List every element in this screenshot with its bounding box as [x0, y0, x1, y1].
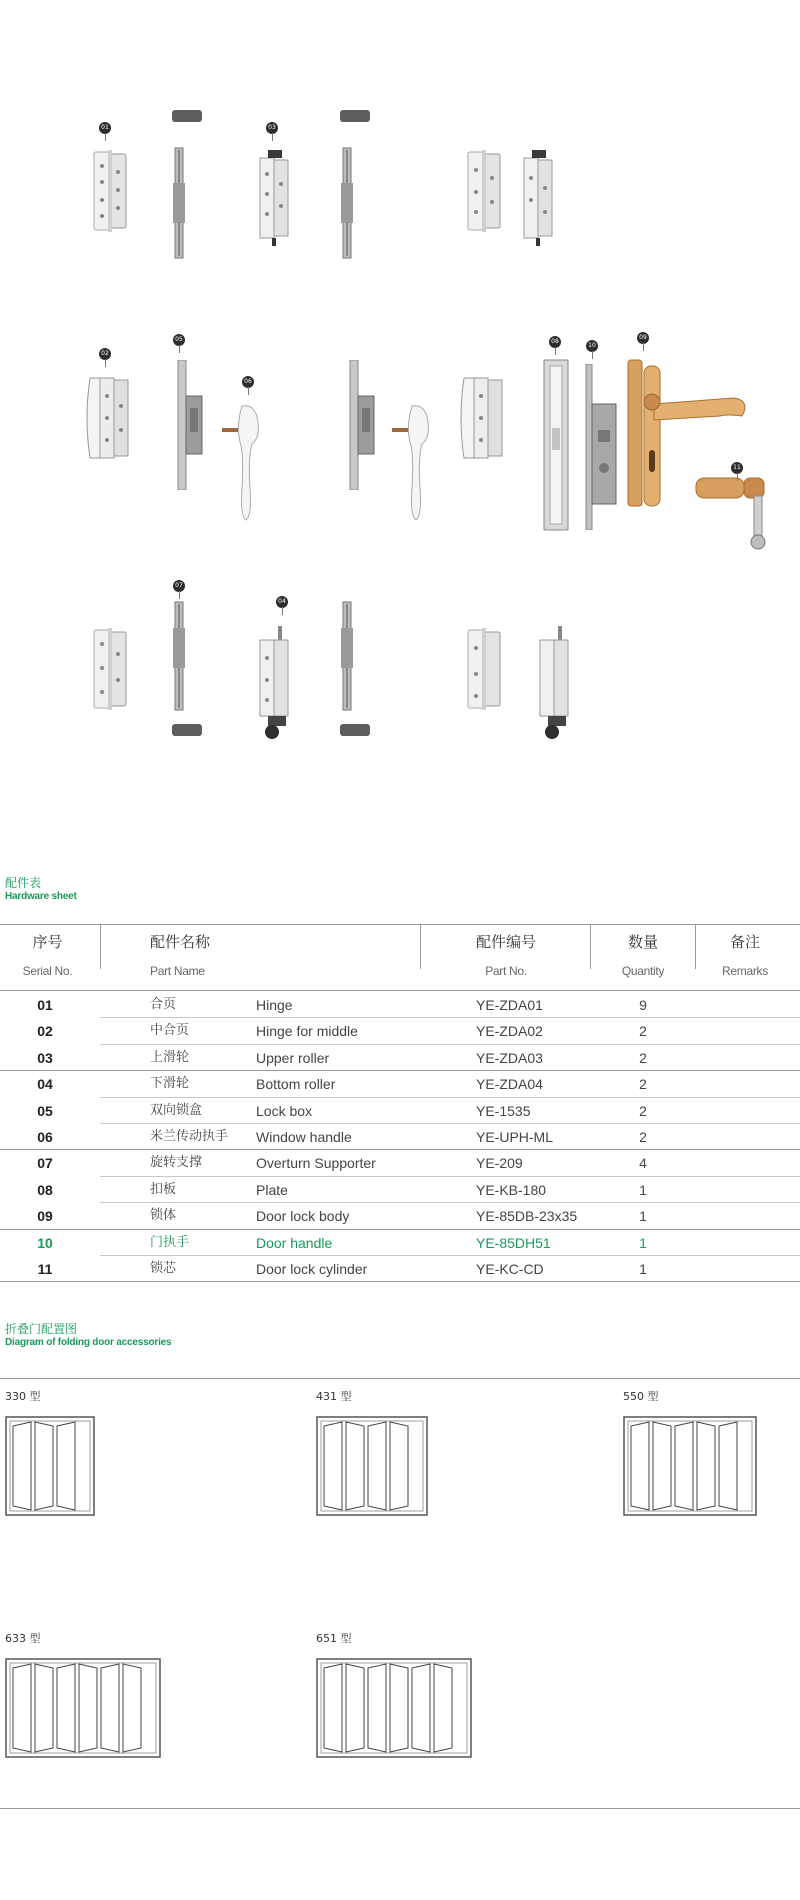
- door-frame-drawing: [5, 1416, 97, 1518]
- part-name-en-cell: Door lock cylinder: [256, 1261, 368, 1277]
- serial-cell: 07: [37, 1155, 53, 1172]
- plate-image: [542, 358, 572, 532]
- diagram-label: 550 型: [623, 1390, 659, 1403]
- column-header-quantity-cn: 数量: [627, 933, 658, 951]
- quantity-cell: 2: [639, 1076, 647, 1093]
- door-panel: [390, 1664, 408, 1752]
- column-header-part-name-en: Part Name: [150, 964, 205, 978]
- door-panel: [346, 1664, 364, 1752]
- door-panel: [13, 1422, 31, 1510]
- table-row: [0, 1071, 800, 1097]
- callout-07: 07: [173, 580, 185, 592]
- quantity-cell: 2: [639, 1023, 647, 1040]
- part-no-cell: YE-209: [476, 1155, 523, 1172]
- part-name-en-cell: Hinge: [256, 997, 293, 1013]
- quantity-cell: 2: [639, 1049, 647, 1066]
- lock-rod-image: [168, 108, 208, 260]
- lock-box-image: [340, 360, 380, 490]
- callout-09: 09: [637, 332, 649, 344]
- quantity-cell: 1: [639, 1208, 647, 1225]
- door-panel: [35, 1422, 53, 1510]
- column-header-part-name: [150, 932, 210, 979]
- part-name-cn-cell: 下滑轮: [150, 1076, 190, 1092]
- bottom-roller-image: [254, 626, 298, 742]
- serial-cell: 05: [37, 1102, 53, 1119]
- upper-roller-image: [518, 150, 558, 246]
- part-no-cell: YE-85DH51: [476, 1234, 551, 1251]
- hinge-image: [92, 150, 130, 232]
- middle-hinge-image: [84, 372, 132, 464]
- table-top-rule: [0, 924, 800, 925]
- part-name-cn-cell: 门执手: [150, 1234, 190, 1250]
- door-panel: [697, 1422, 715, 1510]
- table-row: [0, 1150, 800, 1176]
- part-name-en-cell: Plate: [256, 1181, 288, 1198]
- column-header-serial-cn: 序号: [32, 933, 63, 951]
- door-panel: [434, 1664, 452, 1752]
- table-row: [0, 1018, 800, 1044]
- diagram-label: 633 型: [5, 1632, 41, 1645]
- part-name-en-cell: Upper roller: [256, 1049, 330, 1066]
- serial-cell: 11: [37, 1261, 53, 1277]
- callout-11: 11: [731, 462, 743, 474]
- part-no-cell: YE-ZDA04: [476, 1076, 543, 1093]
- part-no-cell: YE-85DB-23x35: [476, 1208, 578, 1225]
- hinge-image: [466, 150, 504, 232]
- door-panel: [101, 1664, 119, 1752]
- serial-cell: 04: [37, 1076, 53, 1093]
- quantity-cell: 1: [639, 1234, 647, 1251]
- serial-cell: 08: [37, 1181, 53, 1198]
- quantity-cell: 2: [639, 1129, 647, 1145]
- hardware-sheet-title-cn: 配件表: [5, 876, 42, 890]
- window-handle-image: [218, 398, 266, 524]
- part-no-cell: YE-UPH-ML: [476, 1129, 554, 1145]
- upper-roller-image: [254, 150, 294, 246]
- lock-box-image: [168, 360, 208, 490]
- serial-cell: 09: [37, 1208, 53, 1225]
- column-divider: [695, 924, 696, 969]
- part-no-cell: YE-ZDA03: [476, 1049, 543, 1066]
- column-header-quantity: [598, 932, 688, 979]
- door-panel: [324, 1664, 342, 1752]
- folding-section-title-en: Diagram of folding door accessories: [5, 1337, 172, 1348]
- part-name-cn-cell: 中合页: [150, 1023, 190, 1039]
- door-panel: [390, 1422, 408, 1510]
- diagram-label: 330 型: [5, 1390, 41, 1403]
- column-header-part-name-cn: 配件名称: [150, 933, 211, 951]
- door-frame-drawing: [316, 1658, 474, 1760]
- column-header-remarks-cn: 备注: [729, 933, 760, 951]
- column-header-remarks: [700, 932, 790, 979]
- table-row: [0, 1124, 800, 1150]
- diagram-label: 431 型: [316, 1390, 352, 1403]
- folding-top-rule: [0, 1378, 800, 1379]
- column-divider: [100, 924, 101, 969]
- table-row: [0, 992, 800, 1018]
- table-row: [0, 1045, 800, 1071]
- serial-cell: 06: [37, 1129, 53, 1145]
- callout-10: 10: [586, 340, 598, 352]
- door-panel: [123, 1664, 141, 1752]
- door-frame-drawing: [623, 1416, 759, 1518]
- part-name-cn-cell: 锁体: [150, 1208, 177, 1224]
- callout-04: 04: [276, 596, 288, 608]
- column-header-part-no: [456, 932, 556, 979]
- door-panel: [368, 1664, 386, 1752]
- door-panel: [35, 1664, 53, 1752]
- door-panel: [324, 1422, 342, 1510]
- part-no-cell: YE-1535: [476, 1102, 531, 1119]
- door-frame-drawing: [316, 1416, 430, 1518]
- quantity-cell: 4: [639, 1155, 647, 1172]
- part-name-en-cell: Door lock body: [256, 1208, 350, 1225]
- row-divider: [0, 1281, 800, 1282]
- part-name-en-cell: Window handle: [256, 1129, 352, 1145]
- window-handle-image: [388, 398, 436, 524]
- door-panel: [57, 1422, 75, 1510]
- part-name-cn-cell: 旋转支撑: [150, 1155, 203, 1171]
- serial-cell: 02: [37, 1023, 53, 1040]
- folding-section-title-cn: 折叠门配置图: [5, 1322, 78, 1336]
- column-header-part-no-cn: 配件编号: [475, 933, 536, 951]
- door-panel: [631, 1422, 649, 1510]
- folding-bottom-rule: [0, 1808, 800, 1809]
- table-row: [0, 1177, 800, 1203]
- part-name-en-cell: Overturn Supporter: [256, 1155, 376, 1172]
- column-header-part-no-en: Part No.: [485, 964, 527, 978]
- table-row: [0, 1203, 800, 1229]
- overturn-supporter-image: [168, 600, 208, 740]
- part-name-en-cell: Lock box: [256, 1102, 313, 1119]
- header-bottom-rule: [0, 990, 800, 991]
- quantity-cell: 9: [639, 997, 647, 1013]
- serial-cell: 10: [37, 1234, 53, 1251]
- callout-02: 02: [99, 348, 111, 360]
- product-illustrations: [0, 0, 800, 800]
- serial-cell: 03: [37, 1049, 53, 1066]
- door-panel: [412, 1664, 430, 1752]
- column-divider: [420, 924, 421, 969]
- middle-hinge-image: [458, 372, 506, 464]
- column-header-remarks-en: Remarks: [722, 964, 768, 978]
- overturn-supporter-image: [336, 600, 376, 740]
- column-divider: [590, 924, 591, 969]
- part-no-cell: YE-ZDA02: [476, 1023, 543, 1040]
- serial-cell: 01: [37, 997, 53, 1013]
- column-header-serial: [0, 932, 95, 979]
- part-no-cell: YE-KB-180: [476, 1181, 547, 1198]
- part-name-en-cell: Bottom roller: [256, 1076, 336, 1093]
- diagram-label: 651 型: [316, 1632, 352, 1645]
- part-name-en-cell: Hinge for middle: [256, 1023, 358, 1040]
- part-no-cell: YE-KC-CD: [476, 1261, 544, 1277]
- door-frame-drawing: [5, 1658, 163, 1760]
- door-panel: [13, 1664, 31, 1752]
- part-no-cell: YE-ZDA01: [476, 997, 543, 1013]
- folding-section-heading: [5, 1322, 171, 1349]
- door-panel: [719, 1422, 737, 1510]
- door-panel: [346, 1422, 364, 1510]
- callout-08: 08: [549, 336, 561, 348]
- hinge-image: [466, 628, 504, 710]
- part-name-cn-cell: 上滑轮: [150, 1049, 190, 1065]
- hardware-sheet-heading: [5, 876, 77, 903]
- part-name-cn-cell: 双向锁盒: [150, 1102, 203, 1118]
- part-name-cn-cell: 锁芯: [150, 1261, 177, 1276]
- table-row: [0, 1256, 800, 1282]
- door-panel: [653, 1422, 671, 1510]
- callout-05: 05: [173, 334, 185, 346]
- quantity-cell: 1: [639, 1261, 647, 1277]
- door-panel: [57, 1664, 75, 1752]
- lock-rod-image: [336, 108, 376, 260]
- door-lock-cylinder-image: [694, 470, 774, 554]
- bottom-roller-image: [534, 626, 578, 742]
- column-header-serial-en: Serial No.: [22, 964, 73, 978]
- hardware-sheet-title-en: Hardware sheet: [5, 891, 77, 902]
- table-row: [0, 1230, 800, 1256]
- part-name-cn-cell: 米兰传动执手: [150, 1129, 229, 1144]
- quantity-cell: 2: [639, 1102, 647, 1119]
- part-name-en-cell: Door handle: [256, 1234, 333, 1251]
- callout-03: 03: [266, 122, 278, 134]
- part-name-cn-cell: 扣板: [150, 1181, 177, 1197]
- door-panel: [79, 1664, 97, 1752]
- column-header-quantity-en: Quantity: [621, 964, 665, 978]
- table-row: [0, 1098, 800, 1124]
- hinge-image: [92, 628, 130, 710]
- door-panel: [368, 1422, 386, 1510]
- callout-06: 06: [242, 376, 254, 388]
- part-name-cn-cell: 合页: [150, 997, 177, 1012]
- door-panel: [675, 1422, 693, 1510]
- quantity-cell: 1: [639, 1181, 647, 1198]
- callout-01: 01: [99, 122, 111, 134]
- door-lock-body-image: [584, 364, 620, 530]
